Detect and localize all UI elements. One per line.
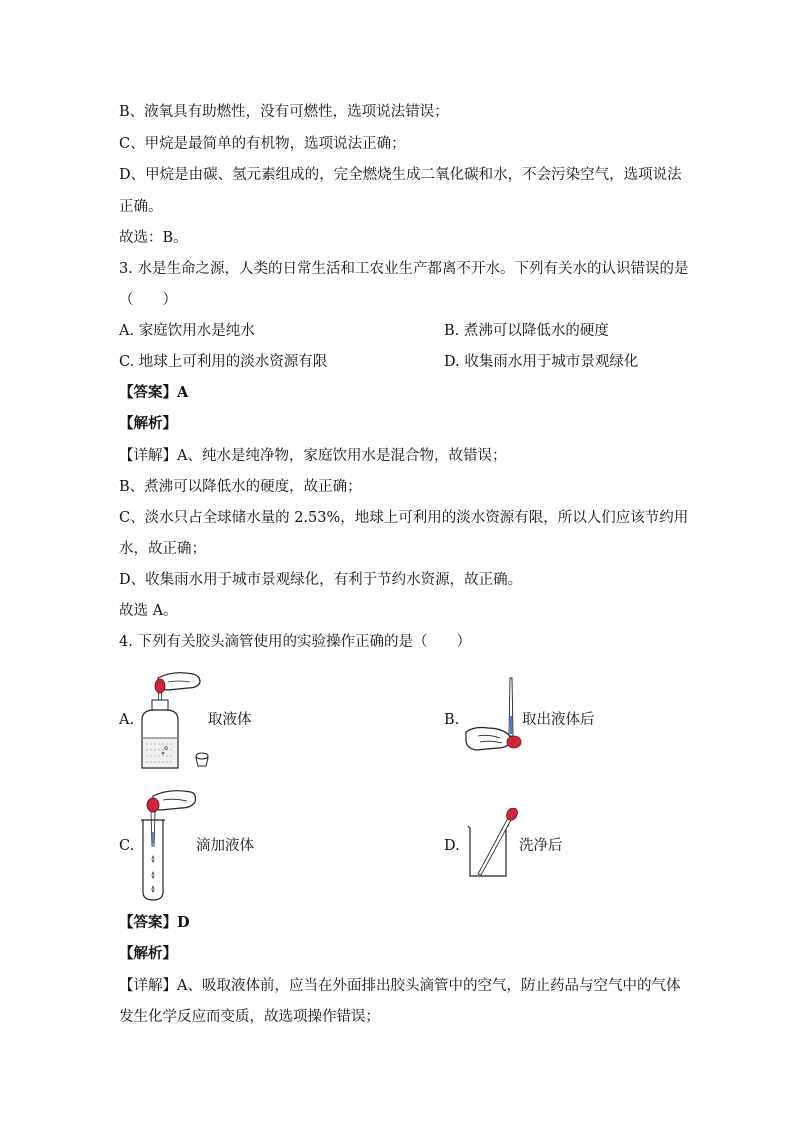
q4-detail-a-line1: 【详解】A、吸取液体前，应当在外面排出胶头滴管中的空气，防止药品与空气中的气体 — [119, 978, 681, 994]
q3-detail-c-line2: 水，故正确； — [119, 541, 206, 557]
q4-option-c-letter: C. — [119, 838, 135, 854]
q3-option-b: B. 煮沸可以降低水的硬度 — [444, 323, 609, 339]
q4-answer: 【答案】D — [119, 914, 190, 931]
q3-detail-a: 【详解】A、纯水是纯净物，家庭饮用水是混合物，故错误； — [119, 448, 507, 464]
q3-detail-b: B、煮沸可以降低水的硬度，故正确； — [119, 479, 362, 495]
q3-answer: 【答案】A — [119, 384, 189, 401]
q4-option-d-letter: D. — [444, 838, 460, 854]
q4-detail-a-line2: 发生化学反应而变质，故选项操作错误； — [119, 1009, 380, 1025]
q4-option-c-caption: 滴加液体 — [196, 838, 254, 854]
prev-option-c-text: C、甲烷是最简单的有机物，选项说法正确； — [119, 136, 406, 152]
prev-option-b-text: B、液氧具有助燃性，没有可燃性，选项说法错误； — [119, 104, 449, 120]
q4-option-b-caption: 取出液体后 — [522, 712, 595, 728]
q4-option-a-caption: 取液体 — [208, 712, 252, 728]
q4-option-a-letter: A. — [119, 712, 135, 728]
q4-option-b-letter: B. — [444, 712, 460, 728]
dropper-in-beaker-figure — [466, 808, 526, 880]
q3-stem-line2: （ ） — [119, 292, 177, 308]
q3-option-a: A. 家庭饮用水是纯水 — [119, 323, 255, 339]
q3-stem-line1: 3. 水是生命之源，人类的日常生活和工农业生产都离不开水。下列有关水的认识错误的是 — [119, 261, 689, 277]
dropper-in-bottle-figure — [138, 668, 218, 773]
q3-analysis-heading: 【解析】 — [119, 415, 177, 432]
q4-stem: 4. 下列有关胶头滴管使用的实验操作正确的是（ ） — [119, 634, 471, 650]
prev-option-d-text-line1: D、甲烷是由碳、氢元素组成的，完全燃烧生成二氧化碳和水，不会污染空气，选项说法 — [119, 167, 682, 183]
q4-analysis-heading: 【解析】 — [119, 945, 177, 962]
q3-option-c: C. 地球上可利用的淡水资源有限 — [119, 354, 328, 370]
q3-detail-c-line1: C、淡水只占全球储水量的 2.53%，地球上可利用的淡水资源有限，所以人们应该节约用 — [119, 510, 689, 526]
prev-choice: 故选：B。 — [119, 230, 188, 246]
q4-option-d-caption: 洗净后 — [519, 838, 563, 854]
q3-detail-d: D、收集雨水用于城市景观绿化，有利于节约水资源，故正确。 — [119, 572, 523, 588]
prev-option-d-text-line2: 正确。 — [119, 199, 163, 215]
q3-option-d: D. 收集雨水用于城市景观绿化 — [444, 354, 639, 370]
q3-choice: 故选 A。 — [119, 603, 178, 619]
